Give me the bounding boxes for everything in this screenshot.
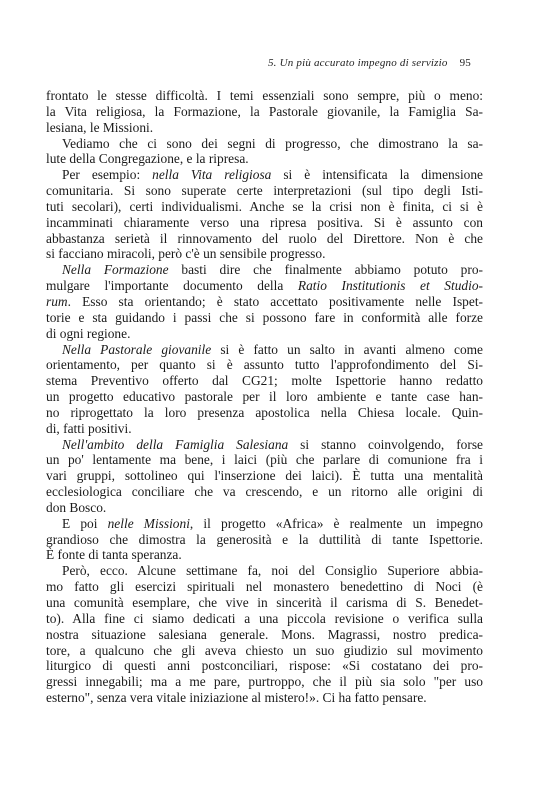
text-line: tuti secolari), certi individualismi. Anche se la crisi non è finita, ci si è bbox=[46, 198, 483, 214]
text-segment: si stanno coinvolgendo, forse bbox=[288, 436, 483, 452]
text-line: stema Preventivo offerto dal CG21; molte Ispettorie hanno redatto bbox=[46, 373, 483, 389]
text-line: grandioso che dimostra la generosità e la duttilità di tante Ispettorie. bbox=[46, 531, 483, 547]
paragraph bbox=[46, 563, 483, 706]
italic-phrase: Nella Pastorale giovanile bbox=[62, 341, 212, 357]
italic-phrase: Nell'ambito della Famiglia Salesiana bbox=[62, 436, 289, 452]
text-line: abbastanza serietà il rinnovamento del ruolo del Direttore. Non è che bbox=[46, 230, 483, 246]
page-number: 95 bbox=[459, 57, 471, 69]
text-line: la Vita religiosa, la Formazione, la Pastorale giovanile, la Famiglia Sa- bbox=[46, 103, 483, 119]
text-line: di, fatti positivi. bbox=[46, 420, 132, 436]
text-line: ecclesiologica conciliare che va crescendo, e un ritorno alle origini di bbox=[46, 484, 483, 500]
text-line: no riprogettato la loro presenza apostolica nella Chiesa locale. Quin- bbox=[46, 404, 483, 420]
text-line: comunitaria. Si sono superate certe interpretazioni (sul tipo degli Isti- bbox=[46, 183, 483, 199]
running-head bbox=[268, 57, 471, 69]
text-line: tore, a qualcuno che gli aveva chiesto un suo giudizio sul movimento bbox=[46, 642, 483, 658]
text-segment: si è fatto un salto in avanti almeno come bbox=[211, 341, 484, 357]
paragraph bbox=[46, 136, 483, 168]
italic-phrase: nelle Missioni bbox=[107, 515, 190, 531]
text-segment: Per esempio: bbox=[62, 167, 153, 183]
text-line: un progetto educativo pastorale per il loro ambiente e tante case han- bbox=[46, 389, 483, 405]
running-head-title: 5. Un più accurato impegno di servizio bbox=[267, 57, 448, 69]
text-line: torie e sta guidando i passi che si possono fare in conformità alle forze bbox=[46, 309, 483, 325]
text-segment: basti dire che finalmente abbiamo potuto pro- bbox=[168, 262, 483, 278]
paragraph bbox=[46, 437, 483, 516]
text-line bbox=[46, 516, 483, 532]
text-line bbox=[46, 437, 483, 453]
italic-phrase: Nella Formazione bbox=[62, 262, 169, 278]
text-line bbox=[46, 278, 483, 294]
text-line bbox=[46, 262, 483, 278]
text-segment: si è intensificata la dimensione bbox=[271, 167, 483, 183]
text-line bbox=[46, 167, 483, 183]
text-line: don Bosco. bbox=[46, 499, 107, 515]
text-line: vari gruppi, sottolineo qui l'inserzione dei laici). È tutta una mentalità bbox=[46, 468, 483, 484]
text-line: lute della Congregazione, e la ripresa. bbox=[46, 151, 249, 167]
text-line: frontato le stesse difficoltà. I temi essenziali sono sempre, più o meno: bbox=[46, 88, 483, 103]
text-line: gressi innegabili; ma a me pare, purtroppo, che il più sia solo "per uso bbox=[46, 674, 483, 690]
text-line: È fonte di tanta speranza. bbox=[46, 547, 182, 563]
text-line: una comunità esemplare, che vive in sincerità il carisma di S. Benedet- bbox=[46, 595, 483, 610]
paragraph bbox=[46, 516, 483, 564]
italic-phrase: rum bbox=[46, 293, 68, 309]
text-line: di ogni regione. bbox=[46, 325, 131, 341]
italic-phrase: nella Vita religiosa bbox=[152, 167, 272, 183]
text-line: to). Alla fine ci siamo dedicati a una piccola revisione o verifica sulla bbox=[46, 610, 483, 626]
text-line: lesiana, le Missioni. bbox=[46, 119, 154, 135]
text-segment: . Esso sta orientando; è stato accettato positivamente nelle Ispet- bbox=[67, 293, 483, 309]
text-line: incamminati chiaramente verso una ripresa positiva. Si è assunto con bbox=[46, 214, 483, 230]
body-text bbox=[46, 88, 483, 706]
text-segment: mulgare l'importante documento della bbox=[46, 278, 298, 294]
text-line: liturgico di questi anni postconciliari, rispose: «Si costatano dei pro- bbox=[46, 658, 483, 674]
text-line: nostra situazione salesiana generale. Mons. Magrassi, nostro predica- bbox=[46, 626, 483, 642]
text-line: si facciano miracoli, però c'è un sensibile progresso. bbox=[46, 246, 326, 262]
text-line bbox=[46, 342, 483, 358]
text-line: mo fatto gli esercizi spirituali nel monastero benedettino di Noci (è bbox=[46, 579, 483, 595]
text-line bbox=[46, 294, 483, 310]
text-segment: E poi bbox=[62, 515, 108, 531]
text-line: Però, ecco. Alcune settimane fa, noi del Consiglio Superiore abbia- bbox=[62, 563, 483, 579]
text-line: un po' lentamente ma bene, i laici (più che parlare di comunione fra i bbox=[46, 452, 483, 468]
text-line: esterno", senza vera vitale iniziazione al mistero!». Ci ha fatto pensare. bbox=[46, 690, 427, 706]
paragraph bbox=[46, 167, 483, 262]
text-segment: , il progetto «Africa» è realmente un impegno bbox=[189, 515, 483, 531]
paragraph bbox=[46, 262, 483, 341]
paragraph bbox=[46, 88, 483, 136]
paragraph bbox=[46, 342, 483, 437]
italic-phrase: Ratio Institutionis et Studio- bbox=[297, 278, 483, 294]
text-line: orientamento, per quanto si è assunto tutto l'approfondimento del Si- bbox=[46, 357, 483, 373]
text-line: Vediamo che ci sono dei segni di progresso, che dimostrano la sa- bbox=[62, 135, 483, 151]
